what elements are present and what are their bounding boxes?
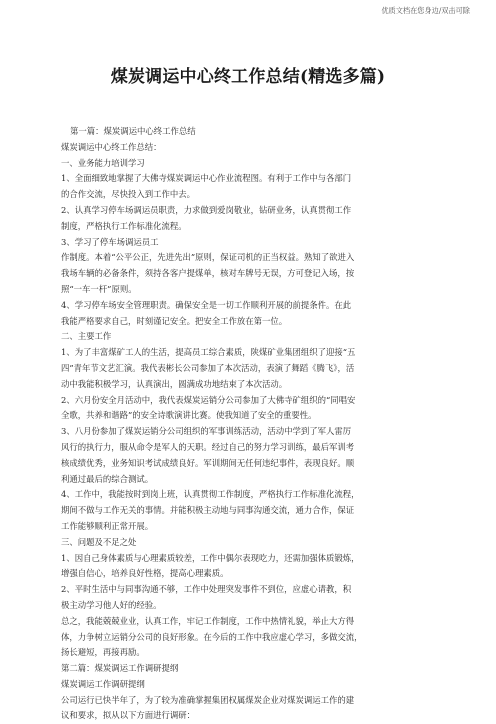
text-line: 2、认真学习停车场调运员职责，力求做到爱岗敬业，钻研业务，认真贯彻工作	[61, 204, 352, 215]
header-note: 优质文档在您身边/双击可除	[381, 6, 470, 15]
text-line: 一、业务能力培训学习	[61, 157, 145, 168]
text-line: 公司运行已快半年了，为了较为准确掌握集团权属煤炭企业对煤炭调运工作的建	[61, 694, 355, 705]
text-line: 第一篇：煤炭调运中心终工作总结	[70, 126, 196, 136]
text-line: 照“一车一杆”原则。	[61, 283, 137, 294]
text-line: 作制度。本着“公平公正，先进先出”原则，保证司机的正当权益。熟知了欲进入	[61, 252, 355, 263]
text-line: 四”青年节文艺汇演。我代表彬长公司参加了本次活动，表演了舞蹈《腾飞》，活	[61, 362, 355, 373]
text-line: 4、学习停车场安全管理职责。确保安全是一切工作顺利开展的前提条件。在此	[61, 299, 352, 310]
text-line: 增强自信心，培养良好性格，提高心理素质。	[61, 568, 229, 579]
text-line: 4、工作中，我能按时到岗上班，认真贯彻工作制度，严格执行工作标准化流程，	[61, 489, 360, 500]
text-line: 2、平时生活中与同事沟通不够，工作中处理突发事件不到位，应虚心请教，积	[61, 584, 352, 595]
text-line: 议和要求，拟从以下方面进行调研：	[61, 710, 195, 721]
text-line: 3、八月份参加了煤炭运销分公司组织的军事训练活动，活动中学到了军人雷厉	[61, 426, 352, 437]
document-body	[61, 124, 435, 724]
text-line: 的合作交流，尽快投入到工作中去。	[61, 189, 195, 200]
text-line: 2、六月份安全月活动中，我代表煤炭运销分公司参加了大佛寺矿组织的“同唱安	[61, 394, 356, 405]
text-line: 全歌，共养和谐路”的安全诗歌演讲比赛。使我知道了安全的重要性。	[61, 410, 317, 421]
text-line: 风行的执行力，服从命令是军人的天职。经过自己的努力学习训练，最后军训考	[61, 441, 355, 452]
text-line: 3、学习了停车场调运员工	[61, 236, 159, 247]
text-line: 我能严格要求自己，时刻谨记安全。把安全工作放在第一位。	[61, 315, 288, 326]
text-line: 极主动学习他人好的经验。	[61, 599, 162, 610]
text-line: 1、全面细致地掌握了大佛寺煤炭调运中心作业流程图。有利于工作中与各部门	[61, 173, 352, 184]
text-line: 扬长避短，再接再励。	[61, 647, 145, 658]
text-line: 1、为了丰富煤矿工人的生活，提高员工综合素质，陕煤矿业集团组织了迎接“五	[61, 347, 356, 358]
text-line: 煤炭调运工作调研提纲	[61, 678, 145, 689]
text-line: 体，力争树立运销分公司的良好形象。在今后的工作中我应虚心学习，多做交流，	[61, 631, 363, 642]
text-line: 第二篇：煤炭调运工作调研提纲	[61, 663, 179, 674]
text-line: 我场车辆的必备条件，须持各客户提煤单，核对车牌号无误，方可登记入场，按	[61, 268, 355, 279]
text-line: 期间不做与工作无关的事情。并能积极主动地与同事沟通交流，通力合作，保证	[61, 505, 355, 516]
text-line: 煤炭调运中心终工作总结：	[61, 141, 162, 152]
text-line: 核成绩优秀，业务知识考试成绩良好。军训期间无任何违纪事件，表现良好。顺	[61, 457, 355, 468]
text-line: 二、主要工作	[61, 331, 112, 342]
page-title: 煤炭调运中心终工作总结(精选多篇)	[110, 67, 386, 87]
text-line: 三、问题及不足之处	[61, 536, 137, 547]
text-line: 制度，严格执行工作标准化流程。	[61, 220, 187, 231]
text-line: 1、因自己身体素质与心理素质较差，工作中偶尔表现吃力，还需加强体质锻炼，	[61, 552, 360, 563]
text-line: 总之，我能兢兢业业，认真工作，牢记工作制度，工作中热情礼貌，举止大方得	[61, 615, 355, 626]
text-line: 动中我能积极学习，认真演出，圆满成功地结束了本次活动。	[61, 378, 288, 389]
text-line: 利通过最后的综合测试。	[61, 473, 154, 484]
text-line: 工作能够顺利正常开展。	[61, 520, 154, 531]
